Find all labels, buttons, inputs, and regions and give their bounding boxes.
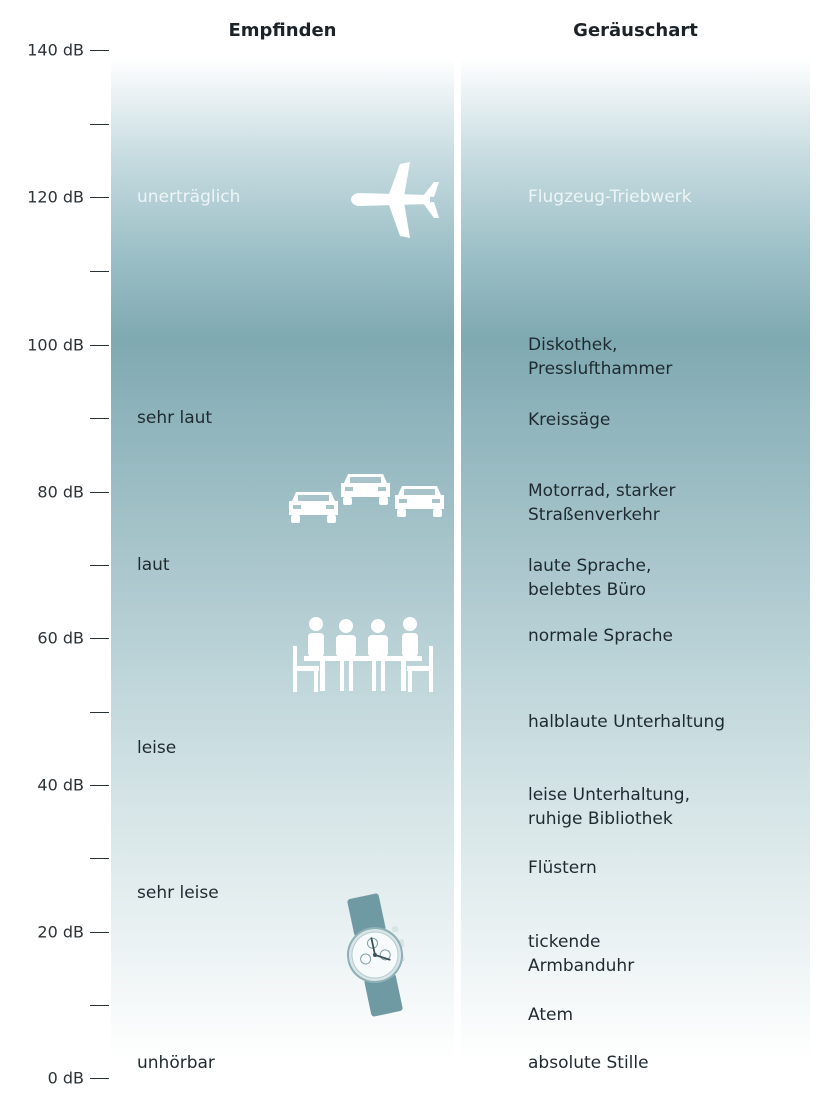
meeting-people-icon: [290, 614, 436, 694]
scale-label-60: 60 dB: [37, 628, 84, 648]
geraeusch-diskothek: [528, 333, 672, 381]
geraeusch-leise-unterhaltung: [528, 783, 690, 831]
scale-tick: [90, 638, 109, 639]
header-geraeuschart: Geräuschart: [573, 20, 698, 41]
scale-tick: [90, 492, 109, 493]
scale-label-80: 80 dB: [37, 482, 84, 502]
scale-tick: [90, 932, 109, 933]
scale-tick: [90, 418, 109, 419]
scale-tick: [90, 858, 109, 859]
geraeusch-armbanduhr-line2: Armbanduhr: [528, 956, 635, 976]
scale-tick: [90, 124, 109, 125]
geraeusch-kreissaege: Kreissäge: [528, 410, 611, 430]
airplane-icon: [350, 160, 442, 240]
scale-tick: [90, 271, 109, 272]
geraeusch-armbanduhr-line1: tickende: [528, 932, 601, 952]
scale-tick: [90, 1078, 109, 1079]
scale-tick: [90, 1005, 109, 1006]
scale-tick: [90, 345, 109, 346]
empfinden-sehr-leise: sehr leise: [137, 883, 219, 903]
geraeusch-motorrad: [528, 479, 675, 527]
geraeusch-diskothek-line2: Presslufthammer: [528, 359, 673, 379]
geraeusch-leise-unterhaltung-line1: leise Unterhaltung,: [528, 785, 690, 805]
scale-tick: [90, 565, 109, 566]
empfinden-leise: leise: [137, 738, 177, 758]
scale-label-20: 20 dB: [37, 922, 84, 942]
header-empfinden: Empfinden: [228, 20, 337, 41]
geraeusch-laute-sprache-line1: laute Sprache,: [528, 556, 652, 576]
empfinden-unhoerbar: unhörbar: [137, 1053, 215, 1073]
geraeusch-flugzeug: Flugzeug-Triebwerk: [528, 187, 692, 207]
empfinden-unertraeglich: unerträglich: [137, 187, 241, 207]
geraeusch-diskothek-line1: Diskothek,: [528, 335, 618, 355]
geraeusch-leise-unterhaltung-line2: ruhige Bibliothek: [528, 809, 673, 829]
geraeusch-motorrad-line1: Motorrad, starker: [528, 481, 676, 501]
cars-icon: [286, 470, 446, 528]
geraeusch-laute-sprache-line2: belebtes Büro: [528, 580, 647, 600]
scale-tick: [90, 197, 109, 198]
geraeusch-stille: absolute Stille: [528, 1053, 649, 1073]
scale-label-140: 140 dB: [27, 40, 84, 60]
empfinden-sehr-laut: sehr laut: [137, 408, 213, 428]
geraeusch-normale-sprache: normale Sprache: [528, 626, 673, 646]
scale-label-0: 0 dB: [47, 1068, 84, 1088]
scale-label-100: 100 dB: [27, 335, 84, 355]
scale-label-40: 40 dB: [37, 775, 84, 795]
geraeusch-armbanduhr: [528, 930, 634, 978]
geraeusch-halblaut: halblaute Unterhaltung: [528, 712, 726, 732]
empfinden-laut: laut: [137, 555, 170, 575]
scale-tick: [90, 50, 109, 51]
wristwatch-icon: [335, 893, 415, 1017]
geraeusch-laute-sprache: [528, 554, 651, 602]
scale-label-120: 120 dB: [27, 187, 84, 207]
scale-tick: [90, 785, 109, 786]
geraeusch-atem: Atem: [528, 1005, 574, 1025]
geraeusch-fluestern: Flüstern: [528, 858, 597, 878]
scale-tick: [90, 712, 109, 713]
geraeusch-motorrad-line2: Straßenverkehr: [528, 505, 660, 525]
